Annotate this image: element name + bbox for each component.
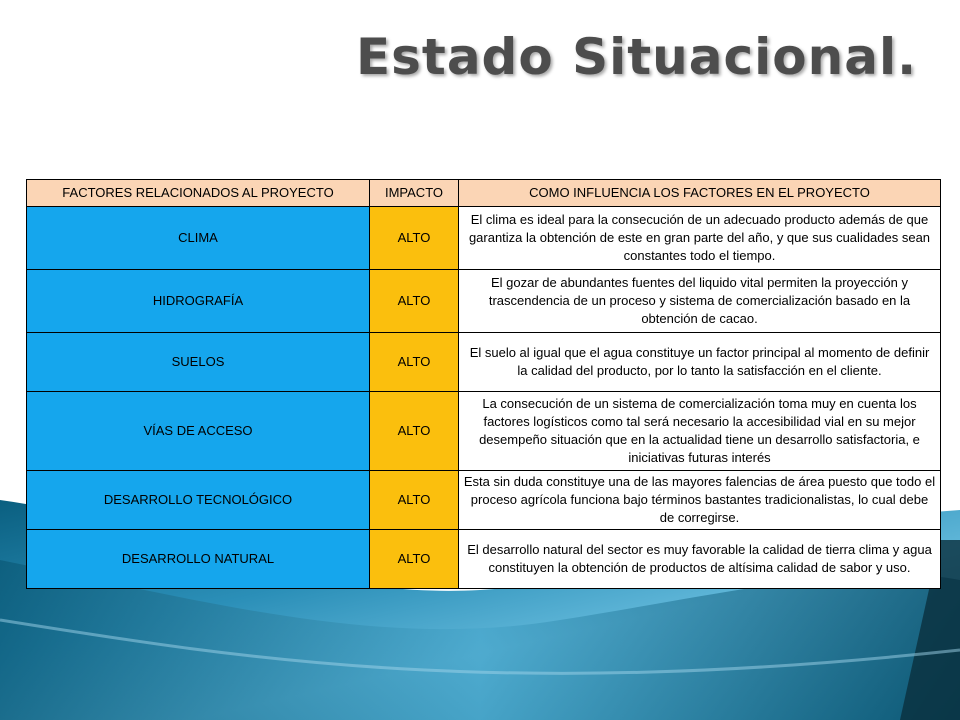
impact-cell: ALTO: [370, 207, 459, 270]
header-influencia: COMO INFLUENCIA LOS FACTORES EN EL PROYECTO: [459, 180, 941, 207]
description-cell: Esta sin duda constituye una de las mayores falencias de área puesto que todo el proceso agrícola funciona bajo términos bastantes tradicionalistas, lo cual debe de corregirse.: [459, 471, 941, 530]
table-row: [27, 471, 941, 530]
factors-table: [26, 179, 941, 589]
impact-cell: ALTO: [370, 471, 459, 530]
description-cell: El gozar de abundantes fuentes del liquido vital permiten la proyección y trascendencia de un proceso y sistema de comercialización basado en la obtención de cacao.: [459, 270, 941, 333]
factor-cell: HIDROGRAFÍA: [27, 270, 370, 333]
factor-cell: DESARROLLO TECNOLÓGICO: [27, 471, 370, 530]
factor-cell: CLIMA: [27, 207, 370, 270]
header-impacto: IMPACTO: [370, 180, 459, 207]
table-header-row: [27, 180, 941, 207]
factor-cell: SUELOS: [27, 333, 370, 392]
impact-cell: ALTO: [370, 530, 459, 589]
description-cell: El desarrollo natural del sector es muy favorable la calidad de tierra clima y agua constituyen la obtención de productos de altísima calidad de sabor y uso.: [459, 530, 941, 589]
table-row: [27, 207, 941, 270]
factor-cell: DESARROLLO NATURAL: [27, 530, 370, 589]
table-row: [27, 270, 941, 333]
impact-cell: ALTO: [370, 333, 459, 392]
table-row: [27, 333, 941, 392]
header-factores: FACTORES RELACIONADOS AL PROYECTO: [27, 180, 370, 207]
description-cell: El suelo al igual que el agua constituye un factor principal al momento de definir la calidad del producto, por lo tanto la satisfacción en el cliente.: [459, 333, 941, 392]
description-cell: El clima es ideal para la consecución de un adecuado producto además de que garantiza la obtención de este en gran parte del año, y que sus cualidades sean constantes todo el tiempo.: [459, 207, 941, 270]
impact-cell: ALTO: [370, 270, 459, 333]
slide-title: Estado Situacional.: [356, 28, 918, 86]
impact-cell: ALTO: [370, 392, 459, 471]
table-row: [27, 530, 941, 589]
table-row: [27, 392, 941, 471]
factor-cell: VÍAS DE ACCESO: [27, 392, 370, 471]
description-cell: La consecución de un sistema de comercialización toma muy en cuenta los factores logísticos como tal será necesario la accesibilidad vial en su mejor desempeño situación que en la actualidad tiene un desarrollo satisfactoria, e iniciativas futuras interés: [459, 392, 941, 471]
